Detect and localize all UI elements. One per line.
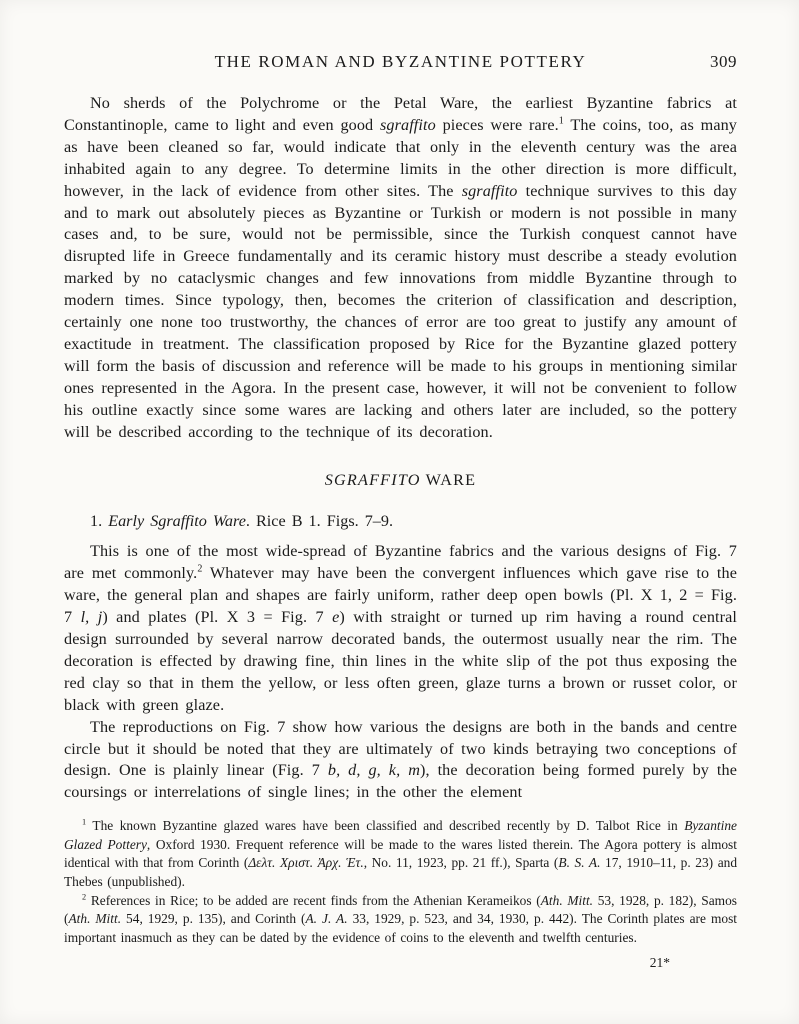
footnote-2: [64, 892, 737, 948]
paragraph-2: [64, 541, 737, 716]
text-run: 1: [558, 115, 564, 127]
text-run: 33, 1929, p. 523, and 34, 1930, p. 442). The Corinth plates are most important inasmuch as they can be dated by the evidence of coins to the eleventh and twelfth centuries.: [64, 911, 737, 945]
text-run: The known Byzantine glazed wares have been classified and described recently by D. Talbot Rice in: [86, 818, 685, 834]
running-header: [64, 52, 737, 72]
text-run: pieces were rare.: [435, 115, 559, 134]
footnotes-section: [64, 817, 737, 973]
text-run: This is one of the most wide-spread of Byzantine fabrics and the various designs of Fig. 7 are met commonly.: [64, 542, 737, 583]
text-run: . Rice B 1. Figs. 7–9.: [245, 511, 394, 530]
text-run: l, j: [80, 608, 103, 627]
text-run: References in Rice; to be added are recent finds from the Athenian Kerameikos (: [86, 892, 541, 908]
text-run: sgraffito: [461, 181, 518, 200]
paragraph-3: [64, 717, 737, 805]
text-run: The reproductions on Fig. 7 show how various the designs are both in the bands and centre circle but it should be noted that they are ultimately of two kinds betraying two conceptions of design. One is plainly linear (Fig. 7: [64, 717, 737, 780]
running-header-title: THE ROMAN AND BYZANTINE POTTERY: [214, 52, 587, 71]
page-number: 309: [710, 52, 737, 71]
text-run: ), the decoration being formed purely by the coursings or interrelations of single lines; in the other the element: [64, 761, 737, 802]
text-run: sgraffito: [380, 115, 436, 134]
text-run: Ath. Mitt.: [68, 911, 122, 927]
signature-mark: 21*: [649, 955, 670, 971]
text-run: B. S. A.: [558, 855, 601, 871]
text-run: , No. 11, 1923, pp. 21 ff.), Sparta (: [363, 855, 559, 871]
page-body: [64, 93, 737, 804]
footnote-1: [64, 817, 737, 891]
text-run: 2: [197, 563, 203, 575]
text-run: e: [332, 608, 340, 627]
text-run: Ath. Mitt.: [540, 892, 594, 908]
text-run: technique survives to this day and to mark out absolutely pieces as Byzantine or Turkish or modern is not possible in many cases and, to be sure, would not be permissible, since the Turkish conquest cannot have disrupted life in Greece fundamentally and its ceramic history must describe a steady evolution marked by no cataclysmic changes and few innovations from middle Byzantine through to modern times. Since typology, then, becomes the criterion of classification and description, certainly one none too trustworthy, the chances of error are too great to justify any amount of exactitude in treatment. The classification proposed by Rice for the Byzantine glazed pottery will form the basis of discussion and reference will be made to his groups in mentioning similar ones represented in the Agora. In the present case, however, it will not be convenient to follow his outline exactly since some wares are lacking and others later are included, so the pottery will be described according to the technique of its decoration.: [64, 181, 737, 441]
text-run: 54, 1929, p. 135), and Corinth (: [121, 911, 306, 927]
text-run: Early Sgraffito Ware: [108, 511, 246, 530]
text-run: 1.: [90, 511, 109, 530]
text-run: Byzantine Glazed Pottery: [64, 818, 737, 852]
item-heading: [64, 511, 737, 533]
text-run: ) with straight or turned up rim having a round central design surrounded by several narrow decorated bands, the outermost usually near the rim. The decoration is effected by drawing fine, thin lines in the white slip of the pot thus exposing the red clay so that in them the yellow, or less often green, glaze turns a brown or russet color, or black with green glaze.: [64, 608, 737, 714]
text-run: 2: [82, 892, 87, 902]
text-run: Whatever may have been the convergent influences which gave rise to the ware, the general plan and shapes are fairly uniform, rather deep open bowls (Pl. X 1, 2 = Fig. 7: [64, 564, 737, 627]
text-run: SGRAFFITO: [324, 470, 421, 489]
text-run: Δελτ. Χριστ. Ἀρχ. Ἑτ.: [248, 855, 364, 871]
text-run: ) and plates (Pl. X 3 = Fig. 7: [102, 608, 333, 627]
paragraph-1: [64, 93, 737, 444]
text-run: 17, 1910–11, p. 23) and Thebes (unpublished).: [64, 855, 738, 890]
text-run: WARE: [420, 470, 477, 489]
text-run: b, d, g, k, m: [327, 761, 420, 780]
text-run: The coins, too, as many as have been cleaned so far, would indicate that only in the eleventh century was the area inhabited again to any degree. To determine limits in the other direction is more difficult, however, in the lack of evidence from other sites. The: [64, 115, 738, 200]
section-heading: [64, 471, 737, 490]
text-run: 1: [82, 817, 87, 827]
text-run: No sherds of the Polychrome or the Petal Ware, the earliest Byzantine fabrics at Constantinople, came to light and even good: [64, 94, 737, 134]
text-run: A. J. A.: [305, 911, 348, 927]
text-run: 53, 1928, p. 182), Samos (: [64, 892, 737, 927]
text-run: , Oxford 1930. Frequent reference will be made to the wares listed therein. The Agora pottery is almost identical with that from Corinth (: [64, 836, 737, 871]
